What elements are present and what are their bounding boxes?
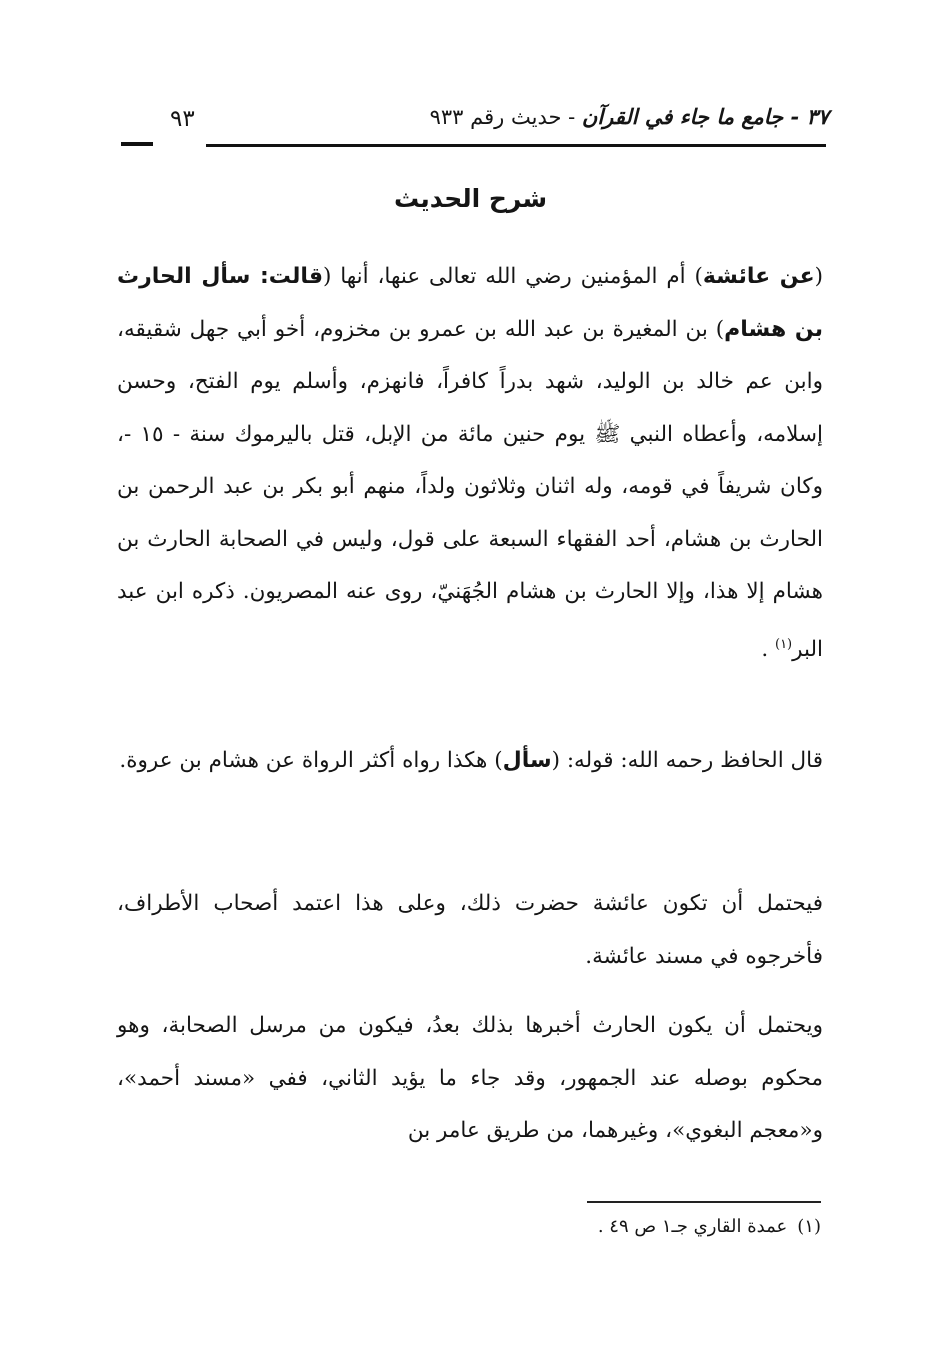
hadith-number: - حديث رقم ٩٣٣ <box>429 105 582 129</box>
footnote-text: عمدة القاري جـ١ ص ٤٩ . <box>597 1216 788 1237</box>
chapter-title: ٣٧ - جامع ما جاء في القرآن <box>581 104 829 129</box>
paragraph-text: قال الحافظ رحمه الله: قوله: ( <box>551 748 823 773</box>
page-number: ٩٣ <box>170 106 195 132</box>
section-heading: شرح الحديث <box>393 184 548 213</box>
paragraph-4: ويحتمل أن يكون الحارث أخبرها بذلك بعدُ، فيكون من مرسل الصحابة، وهو محكوم بوصله عند الجمهور، وقد جاء ما يؤيد الثاني، ففي «مسند أحمد»، و«معجم البغوي»، وغيرهما، من طريق عامر بن <box>117 1013 823 1143</box>
quoted-phrase-1: عن عائشة <box>702 264 815 289</box>
quoted-phrase-2: قالت: سأل الحارث بن هشام <box>117 264 823 342</box>
footnote-reference[interactable]: (١) <box>774 636 793 652</box>
footnote-divider <box>587 1201 821 1203</box>
paragraph-2 <box>117 735 823 788</box>
paragraph-end: . <box>761 636 775 662</box>
footnote <box>371 1216 821 1237</box>
quoted-word: سأل <box>502 748 552 773</box>
open-paren: ( <box>814 264 823 289</box>
footnote-marker: (١) <box>797 1216 821 1237</box>
paragraph-text: ) هكذا رواه أكثر الرواة عن هشام بن عروة. <box>119 748 503 773</box>
paragraph-1 <box>117 251 823 676</box>
paragraph-text: ) أم المؤمنين رضي الله تعالى عنها، أنها ( <box>323 264 703 289</box>
page-number-dash <box>121 142 153 146</box>
header-divider <box>206 144 826 147</box>
paragraph-3: فيحتمل أن تكون عائشة حضرت ذلك، وعلى هذا اعتمد أصحاب الأطراف، فأخرجوه في مسند عائشة. <box>117 891 823 969</box>
paragraph-text: ) بن المغيرة بن عبد الله بن عمرو بن مخزوم، أخو أبي جهل شقيقه، وابن عم خالد بن الوليد، شهد بدراً كافراً، فانهزم، وأسلم يوم الفتح، وحسن إسلامه، وأعطاه النبي ﷺ يوم حنين مائة من الإبل، قتل باليرموك سنة - ١٥ -، وكان شريفاً في قومه، وله اثنان وثلاثون ولداً، منهم أبو بكر بن عبد الرحمن بن الحارث بن هشام، أحد الفقهاء السبعة على قول، وليس في الصحابة الحارث بن هشام إلا هذا، وإلا الحارث بن هشام الجُهَنيّ، روى عنه المصريون. ذكره ابن عبد البر <box>117 316 823 662</box>
running-header <box>289 104 829 129</box>
